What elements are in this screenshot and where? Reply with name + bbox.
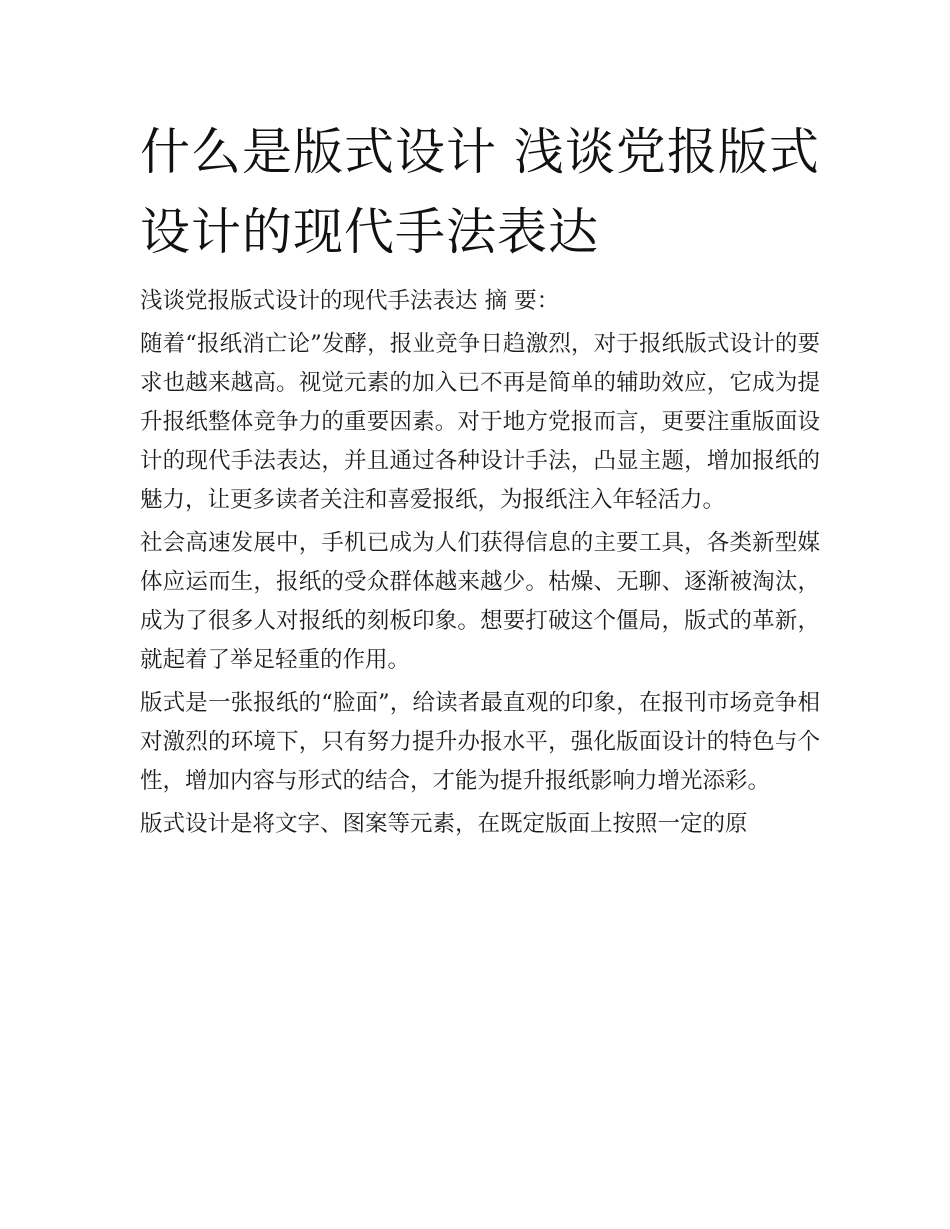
paragraph: 随着“报纸消亡论”发酵，报业竞争日趋激烈，对于报纸版式设计的要求也越来越高。视觉元素的加入已不再是简单的辅助效应，它成为提升报纸整体竞争力的重要因素。对于地方党报而言，更要注重版面设计的现代手法表达，并且通过各种设计手法，凸显主题，增加报纸的魅力，让更多读者关注和喜爱报纸，为报纸注入年轻活力。 [140,331,820,513]
paragraph: 社会高速发展中，手机已成为人们获得信息的主要工具，各类新型媒体应运而生，报纸的受众群体越来越少。枯燥、无聊、逐渐被淘汰，成为了很多人对报纸的刻板印象。想要打破这个僵局，版式的革新，就起着了举足轻重的作用。 [140,530,820,673]
paragraph-abstract-heading: 浅谈党报版式设计的现代手法表达 摘 要： [140,288,560,314]
paragraph: 版式是一张报纸的“脸面”，给读者最直观的印象，在报刊市场竞争相对激烈的环境下，只有努力提升办报水平，强化版面设计的特色与个性，增加内容与形式的结合，才能为提升报纸影响力增光添彩。 [140,690,820,794]
paragraph: 版式设计是将文字、图案等元素，在既定版面上按照一定的原 [140,811,748,837]
document-body [140,282,820,848]
document-title: 什么是版式设计 浅谈党报版式设计的现代手法表达 [140,123,820,261]
